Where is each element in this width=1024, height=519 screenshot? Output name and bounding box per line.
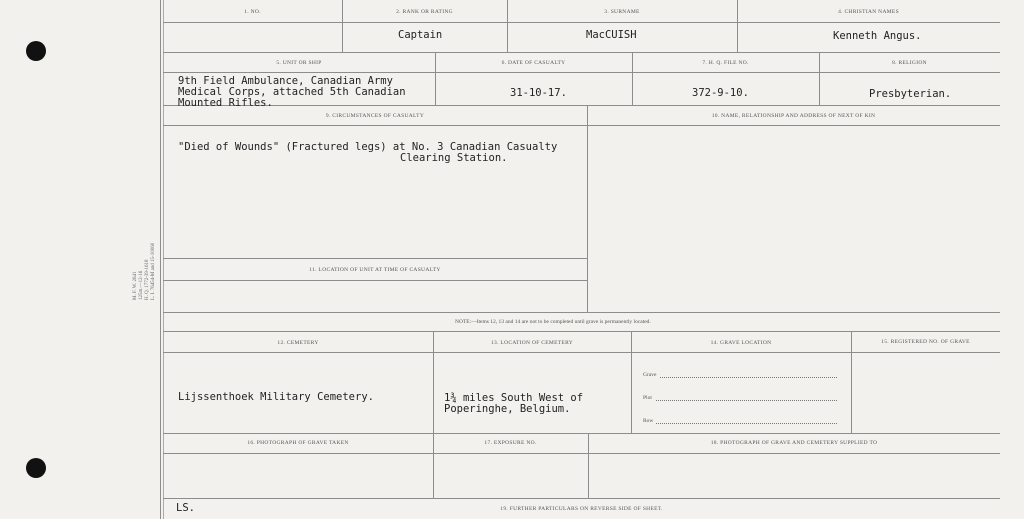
punch-hole-bottom [26, 458, 46, 478]
rule [163, 498, 1000, 499]
rule [507, 0, 508, 52]
note-text: NOTE:—Items 12, 13 and 14 are not to be completed until grave is permanently located. [455, 319, 651, 325]
rule [631, 331, 632, 433]
rule [851, 331, 852, 433]
circumstances-line-2: Clearing Station. [400, 152, 508, 164]
header-cemetery: 12. CEMETERY [277, 340, 319, 346]
grave-field-line [660, 377, 837, 378]
header-hq-file: 7. H. Q. FILE NO. [702, 60, 749, 66]
christian-names-value: Kenneth Angus. [833, 30, 922, 42]
header-exposure: 17. EXPOSURE NO. [484, 440, 537, 446]
rule [163, 352, 1000, 353]
religion-value: Presbyterian. [869, 88, 952, 100]
rule [163, 331, 1000, 332]
header-registered: 15. REGISTERED NO. OF GRAVE [881, 339, 970, 345]
header-circumstances: 9. CIRCUMSTANCES OF CASUALTY [325, 113, 425, 119]
cemetery-value: Lijssenthoek Military Cemetery. [178, 391, 374, 403]
punch-hole-top [26, 41, 46, 61]
header-date: 6. DATE OF CASUALTY [501, 60, 566, 66]
circumstances-line-1: "Died of Wounds" (Fractured legs) at No. 3 Canadian Casualty [178, 141, 558, 153]
header-next-of-kin: 10. NAME, RELATIONSHIP AND ADDRESS OF NEXT OF KIN [711, 113, 876, 119]
rule [163, 312, 1000, 313]
header-grave-location: 14. GRAVE LOCATION [710, 340, 772, 346]
form-left-border [160, 0, 161, 519]
header-surname: 3. SURNAME [604, 9, 640, 15]
plot-field-line [656, 400, 837, 401]
rule [737, 0, 738, 52]
unit-value-line-1: 9th Field Ambulance, Canadian Army [178, 75, 393, 87]
row-field-label: Row [643, 418, 654, 424]
rule [163, 105, 1000, 106]
rule [163, 22, 1000, 23]
hq-file-value: 372-9-10. [692, 87, 749, 99]
rule [342, 0, 343, 52]
rule [433, 331, 434, 433]
header-photo-taken: 16. PHOTOGRAPH OF GRAVE TAKEN [247, 440, 349, 446]
header-location-unit: 11. LOCATION OF UNIT AT TIME OF CASUALTY [309, 267, 441, 273]
row-field-line [656, 423, 837, 424]
unit-value-line-2: Medical Corps, attached 5th Canadian [178, 86, 406, 98]
date-value: 31-10-17. [510, 87, 567, 99]
header-rank: 2. RANK OR RATING [396, 9, 453, 15]
rule [163, 258, 587, 259]
rule [163, 453, 1000, 454]
rule [163, 125, 1000, 126]
footer-code: LS. [176, 502, 195, 514]
header-photo-supplied: 18. PHOTOGRAPH OF GRAVE AND CEMETERY SUPPLIED TO [710, 440, 878, 446]
unit-value-line-3: Mounted Rifles. [178, 97, 273, 109]
header-unit: 5. UNIT OR SHIP [276, 60, 322, 66]
plot-field-label: Plot [643, 395, 652, 401]
location-cemetery-line-2: Poperinghe, Belgium. [444, 403, 571, 415]
location-cemetery-line-1: 1¾ miles South West of [444, 392, 584, 404]
form-print-code: M. F. W. 2641 125m.—12-16 H. Q. 1772-39-1618 L. I. 76454-M and 15-10060 [133, 242, 156, 300]
header-location-cemetery: 13. LOCATION OF CEMETERY [490, 340, 574, 346]
rule [163, 72, 1000, 73]
rank-value: Captain [398, 29, 443, 41]
rule [163, 52, 1000, 53]
header-religion: 8. RELIGION [892, 60, 927, 66]
rule [163, 280, 587, 281]
header-no: 1. NO. [244, 9, 261, 15]
grave-field-label: Grave [643, 372, 657, 378]
surname-value: MacCUISH [586, 29, 637, 41]
footer-further-particulars: 19. FURTHER PARTICULARS ON REVERSE SIDE OF SHEET. [500, 506, 663, 512]
rule [163, 433, 1000, 434]
header-christian-names: 4. CHRISTIAN NAMES [838, 9, 899, 15]
rule [587, 105, 588, 312]
